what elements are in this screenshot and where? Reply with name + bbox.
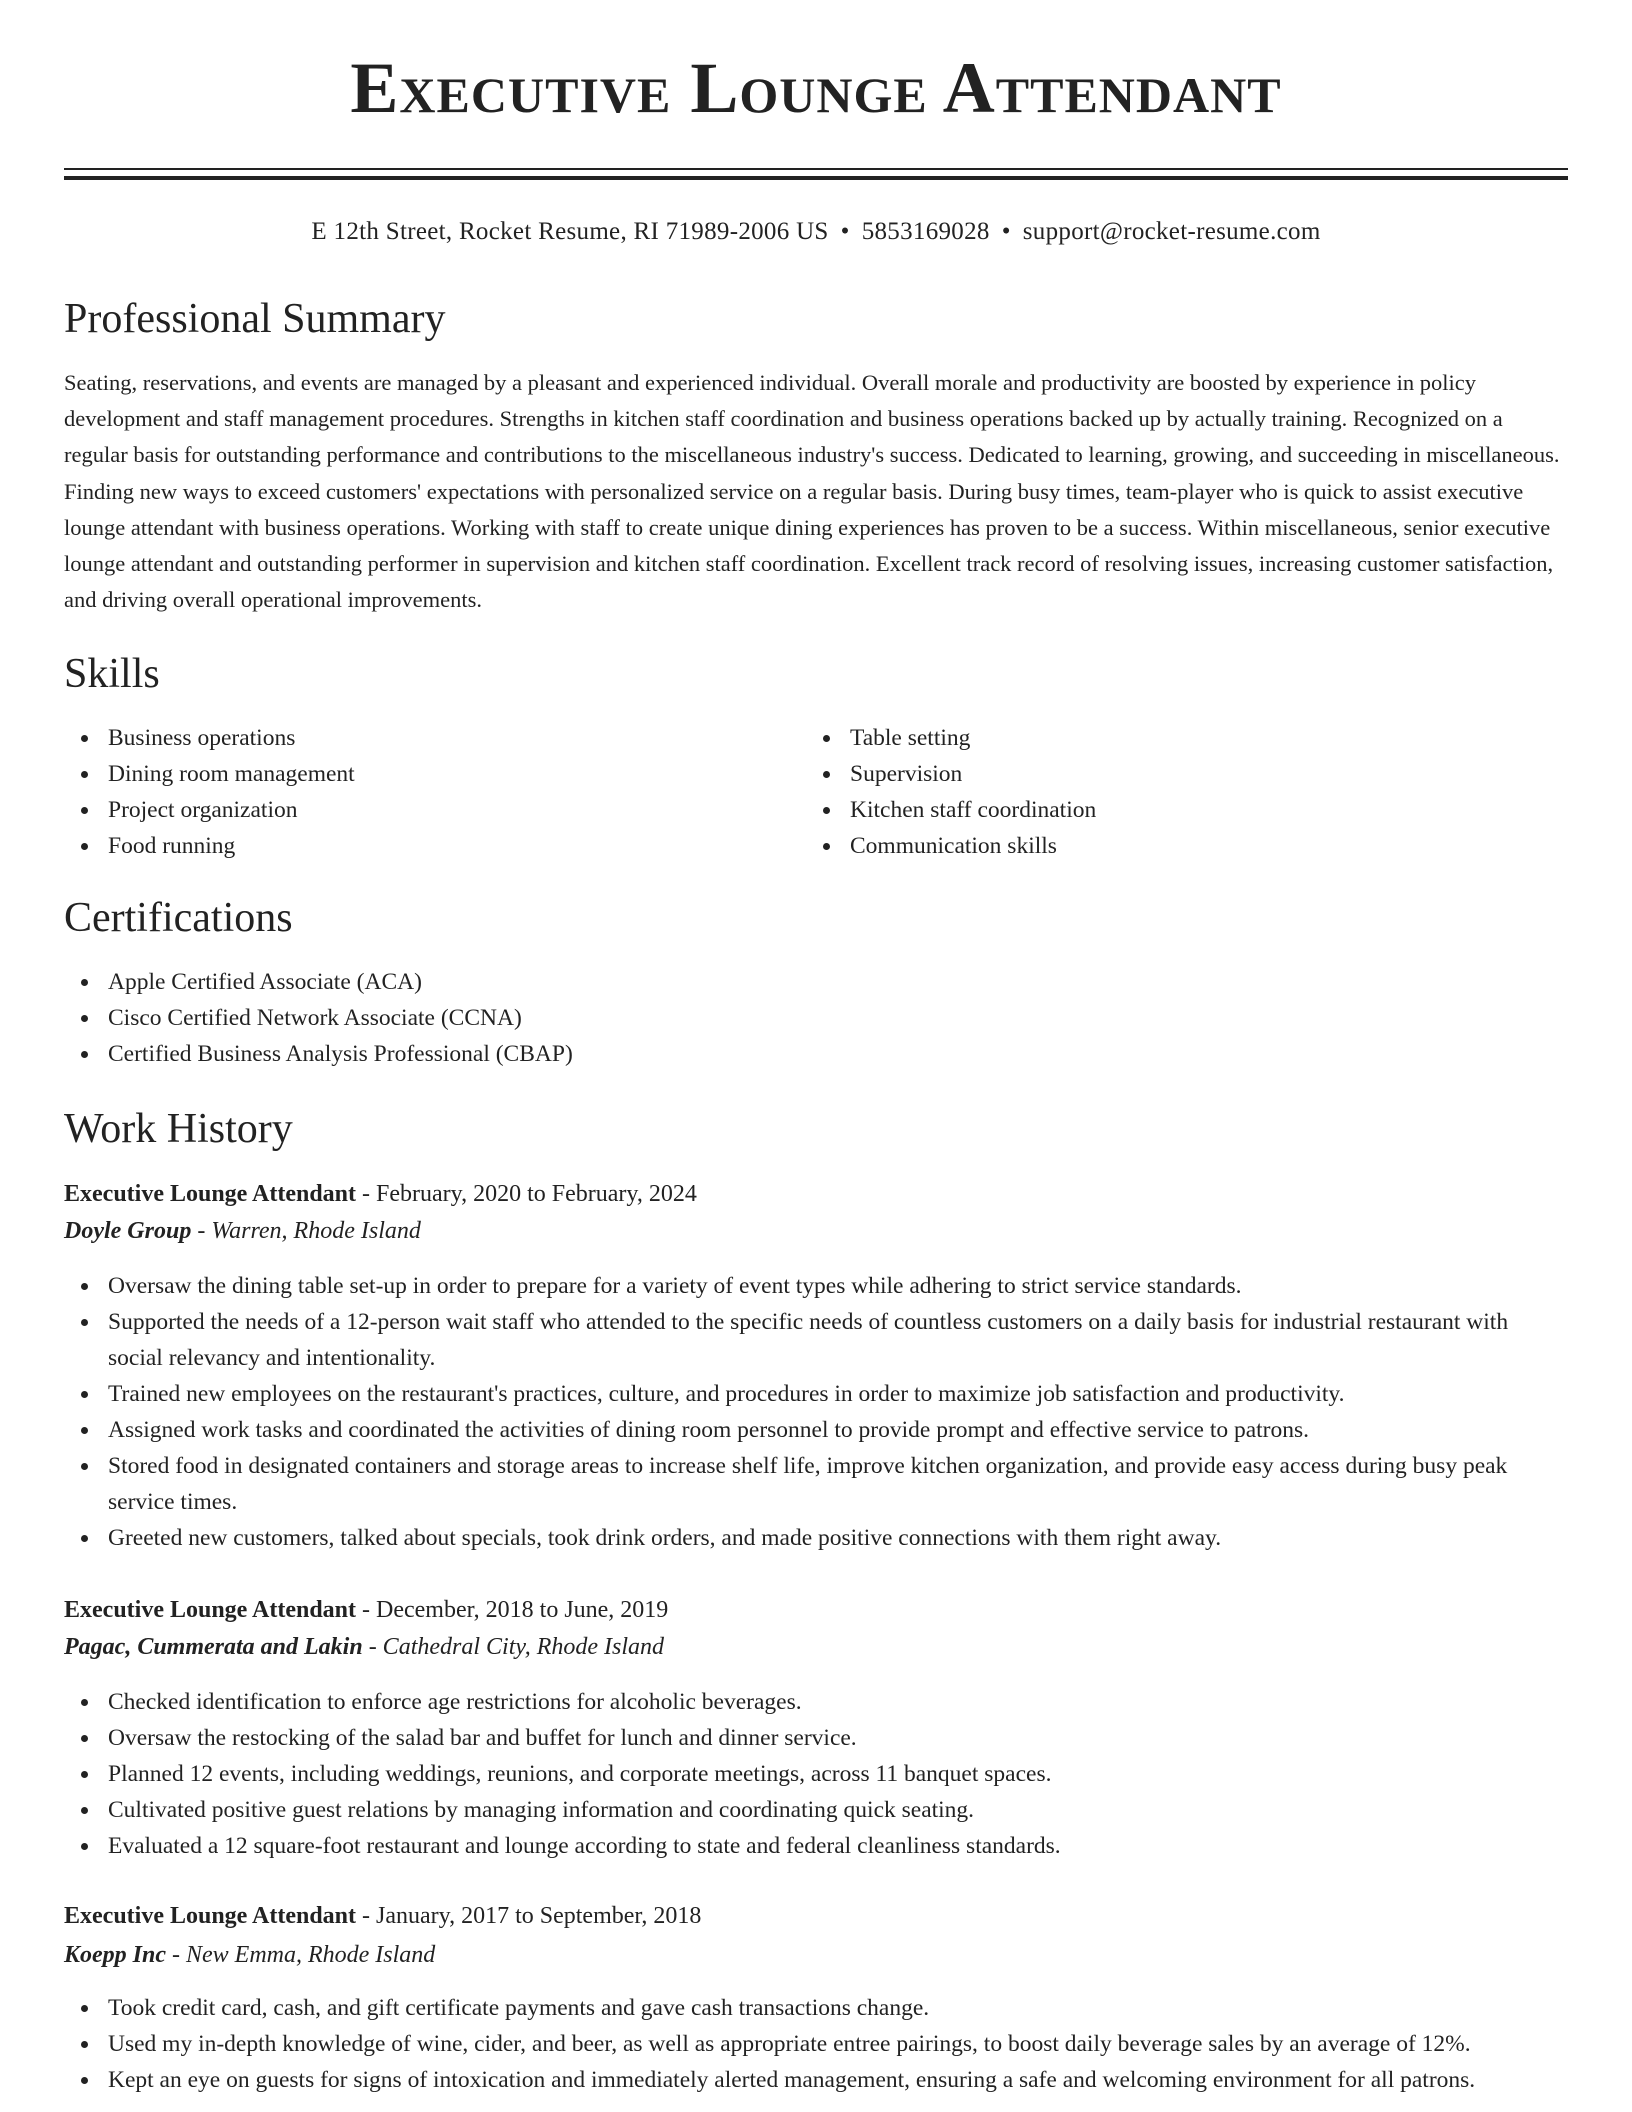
job-title-line: [64, 1176, 1568, 1212]
job-duty: Supported the needs of a 12-person wait staff who attended to the specific needs of countless customers on a daily basis for industrial restaurant with social relevancy and intentionality.: [64, 1304, 1568, 1376]
job-duty: Checked identification to enforce age restrictions for alcoholic beverages.: [64, 1684, 1568, 1720]
skills-heading: Skills: [64, 651, 160, 697]
job-dates: - January, 2017 to September, 2018: [362, 1903, 702, 1929]
skill-item: Business operations: [64, 720, 764, 756]
job-duty: Assigned work tasks and coordinated the activities of dining room personnel to provide prompt and effective service to patrons.: [64, 1412, 1568, 1448]
job-duty: Took credit card, cash, and gift certificate payments and gave cash transactions change.: [64, 1990, 1568, 2026]
contact-separator: •: [840, 218, 850, 245]
skills-list-right: [806, 720, 1506, 864]
job-title: Executive Lounge Attendant: [64, 1903, 357, 1929]
skill-item: Table setting: [806, 720, 1506, 756]
certifications-list: [64, 964, 1568, 1072]
certifications-heading: Certifications: [64, 895, 293, 941]
job-duty: Evaluated a 12 square-foot restaurant and lounge according to state and federal cleanliness standards.: [64, 1828, 1568, 1864]
job-duty: Used my in-depth knowledge of wine, cider, and beer, as well as appropriate entree pairings, to boost daily beverage sales by an average of 12%.: [64, 2026, 1568, 2062]
job-duties-list: [64, 1990, 1568, 2098]
job-title: Executive Lounge Attendant: [64, 1181, 357, 1207]
job-duty: Greeted new customers, talked about specials, took drink orders, and made positive connections with them right away.: [64, 1520, 1568, 1556]
job-title: Executive Lounge Attendant: [64, 1597, 357, 1623]
contact-separator: •: [1001, 218, 1011, 245]
header-rule-thick: [64, 176, 1568, 180]
certification-item: Apple Certified Associate (ACA): [64, 964, 1568, 1000]
skill-item: Project organization: [64, 792, 764, 828]
job-duty: Cultivated positive guest relations by managing information and coordinating quick seating.: [64, 1792, 1568, 1828]
job-duties-list: [64, 1268, 1568, 1556]
job-dates: - February, 2020 to February, 2024: [362, 1181, 697, 1207]
certification-item: Certified Business Analysis Professional (CBAP): [64, 1036, 1568, 1072]
job-company-line: [64, 1213, 1568, 1249]
job-company: Doyle Group: [64, 1218, 192, 1244]
certification-item: Cisco Certified Network Associate (CCNA): [64, 1000, 1568, 1036]
job-duty: Oversaw the dining table set-up in order to prepare for a variety of event types while adhering to strict service standards.: [64, 1268, 1568, 1304]
job-duty: Planned 12 events, including weddings, reunions, and corporate meetings, across 11 banquet spaces.: [64, 1756, 1568, 1792]
resume-title: Executive Lounge Attendant: [350, 48, 1282, 128]
job-dates: - December, 2018 to June, 2019: [362, 1597, 669, 1623]
job-location: - Cathedral City, Rhode Island: [368, 1634, 664, 1660]
skill-item: Dining room management: [64, 756, 764, 792]
job-duties-list: [64, 1684, 1568, 1864]
job-company-line: [64, 1629, 1568, 1665]
contact-phone: 5853169028: [861, 218, 990, 245]
job-duty: Trained new employees on the restaurant's practices, culture, and procedures in order to maximize job satisfaction and productivity.: [64, 1376, 1568, 1412]
job-duty: Oversaw the restocking of the salad bar and buffet for lunch and dinner service.: [64, 1720, 1568, 1756]
summary-text: Seating, reservations, and events are managed by a pleasant and experienced individual. Overall morale and productivity are boosted by experience in policy development and staff management procedures. Strengths in kitchen staff coordination and business operations backed up by actually training. Recognized on a regular basis for outstanding performance and contributions to the miscellaneous industry's success. Dedicated to learning, growing, and succeeding in miscellaneous. Finding new ways to exceed customers' expectations with personalized service on a regular basis. During busy times, team-player who is quick to assist executive lounge attendant with business operations. Working with staff to create unique dining experiences has proven to be a success. Within miscellaneous, senior executive lounge attendant and outstanding performer in supervision and kitchen staff coordination. Excellent track record of resolving issues, increasing customer satisfaction, and driving overall operational improvements.: [64, 370, 1560, 613]
skill-item: Kitchen staff coordination: [806, 792, 1506, 828]
contact-email: support@rocket-resume.com: [1022, 218, 1321, 245]
work-history-heading: Work History: [64, 1106, 293, 1152]
job-company: Pagac, Cummerata and Lakin: [64, 1634, 363, 1660]
skill-item: Supervision: [806, 756, 1506, 792]
summary-heading: Professional Summary: [64, 296, 446, 342]
skill-item: Food running: [64, 828, 764, 864]
skills-list-left: [64, 720, 764, 864]
header-rule-thin: [64, 168, 1568, 170]
job-duty: Kept an eye on guests for signs of intoxication and immediately alerted management, ensuring a safe and welcoming environment for all patrons.: [64, 2062, 1568, 2098]
job-location: - Warren, Rhode Island: [197, 1218, 421, 1244]
job-company-line: [64, 1937, 1568, 1973]
job-company: Koepp Inc: [64, 1942, 166, 1968]
job-title-line: [64, 1592, 1568, 1628]
contact-line: [64, 214, 1568, 250]
contact-address: E 12th Street, Rocket Resume, RI 71989-2006 US: [311, 218, 829, 245]
skill-item: Communication skills: [806, 828, 1506, 864]
job-location: - New Emma, Rhode Island: [172, 1942, 436, 1968]
job-title-line: [64, 1898, 1568, 1934]
job-duty: Stored food in designated containers and storage areas to increase shelf life, improve kitchen organization, and provide easy access during busy peak service times.: [64, 1448, 1568, 1520]
